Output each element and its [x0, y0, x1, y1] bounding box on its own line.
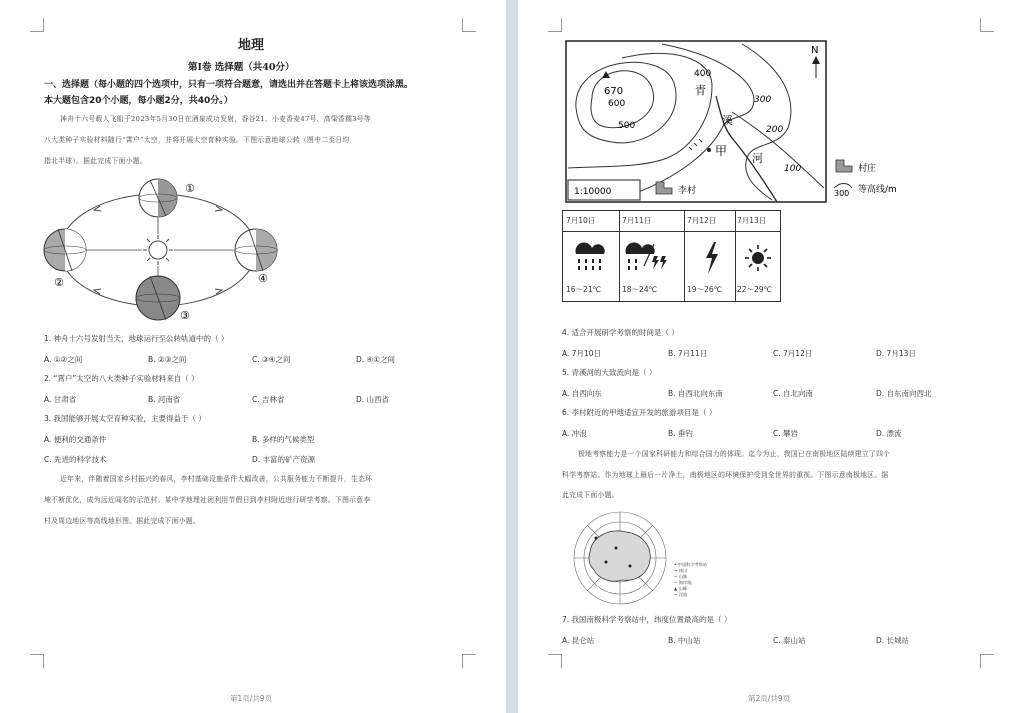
page-footer: 第1页/共9页: [230, 694, 273, 703]
question-5-option-d[interactable]: D. 自东南向西北: [876, 389, 932, 398]
legend-village-icon: [836, 160, 852, 172]
passage-line: 极地考察能力是一个国家科研能力和综合国力的体现。迄今为止，我国已在南极地区陆续建立了四个: [578, 450, 891, 458]
question-4-option-d[interactable]: D. 7月13日: [876, 349, 916, 358]
antarctica-legend-item: ~ 山脉: [674, 574, 688, 579]
earth-position-1: [139, 179, 177, 217]
question-1-option-b[interactable]: B. ②③之间: [148, 355, 187, 364]
question-3-option-b[interactable]: B. 多样的气候类型: [252, 435, 315, 444]
river-label-he: 河: [752, 152, 763, 165]
contour-label-400: 400: [694, 69, 712, 79]
intro-paragraph-line: 神舟十六号载人飞船于2023年5月30日在酒泉成功发射，香谷21、小麦香麦47号、高梁香糯3号等: [60, 115, 371, 123]
question-7-option-d[interactable]: D. 长城站: [876, 636, 910, 645]
village-label: 李村: [678, 186, 697, 196]
question-3-stem: 3. 我国能够开展太空育种实验，主要得益于（ ）: [44, 414, 206, 423]
scale-label: 1:10000: [574, 187, 612, 197]
question-4-option-b[interactable]: B. 7月11日: [668, 349, 708, 358]
weather-date-4: 7月13日: [737, 216, 767, 225]
crop-mark: [980, 654, 994, 668]
weather-temp-2: 18～24℃: [622, 285, 658, 294]
earth-position-2: [44, 229, 86, 271]
section-heading-line-1: 一、选择题（每小题的四个选项中，只有一项符合题意，请选出并在答题卡上将该选项涂黑。: [44, 80, 414, 90]
question-2-option-d[interactable]: D. 山西省: [356, 395, 390, 404]
antarctica-legend-item: → 冰川: [674, 568, 688, 573]
diagram-label-2: ②: [54, 276, 64, 289]
diagram-label-4: ④: [258, 272, 268, 285]
point-label-jia: 甲: [715, 144, 728, 158]
question-7-option-b[interactable]: B. 中山站: [668, 636, 701, 645]
rain-icon: [575, 242, 604, 270]
thunderstorm-icon: [625, 242, 667, 270]
antarctica-legend-item: ▲ 山峰: [674, 586, 687, 591]
earth-position-4: [235, 229, 277, 271]
page-gutter: [506, 0, 518, 713]
section-heading-line-2: 本大题包含20个小题，每小题2分，共40分。）: [44, 96, 233, 106]
legend-contour-icon: [834, 184, 852, 189]
question-3-option-c[interactable]: C. 先进的科学技术: [44, 455, 107, 464]
question-4-stem: 4. 适合开展研学考察的时间是（ ）: [562, 328, 679, 337]
peak-elevation-label: 670: [604, 86, 624, 97]
intro-paragraph-line: 指北半球）。据此完成下面小题。: [44, 157, 148, 165]
question-5-option-b[interactable]: B. 自西北向东南: [668, 389, 723, 398]
question-1-stem: 1. 神舟十六号发射当天，地球运行至公转轨道中的（ ）: [44, 334, 229, 343]
antarctica-map: [570, 508, 740, 608]
crop-mark: [462, 18, 476, 32]
lightning-icon: [706, 242, 718, 274]
weather-temp-1: 16～21℃: [566, 285, 602, 294]
passage-line: 境不断优化，成为远近闻名的示范村。某中学地理社团利用节假日到李村附近进行研学考察。下图示意李: [44, 496, 371, 504]
contour-label-600: 600: [608, 99, 626, 109]
page-title: 地理: [238, 38, 265, 53]
sun-icon: [745, 245, 771, 271]
question-2-option-b[interactable]: B. 河南省: [148, 395, 181, 404]
contour-label-100: 100: [784, 164, 802, 174]
diagram-label-1: ①: [185, 182, 195, 195]
question-6-option-a[interactable]: A. 冲浪: [562, 429, 587, 438]
passage-line: 近年来，伴随着国家乡村振兴的春风，李村基础设施条件大幅改善，公共服务能力不断提升，生态环: [60, 475, 373, 483]
question-3-option-d[interactable]: D. 丰富的矿产资源: [252, 455, 316, 464]
crop-mark: [548, 18, 562, 32]
question-7-option-a[interactable]: A. 昆仑站: [562, 636, 595, 645]
contour-label-300: 300: [754, 95, 772, 105]
contour-label-500: 500: [618, 121, 636, 131]
diagram-label-3: ③: [180, 309, 190, 322]
question-6-option-b[interactable]: B. 垂钓: [668, 429, 693, 438]
point-jia-icon: [707, 148, 711, 152]
question-2-stem: 2. “霄户”太空的八大类种子实验材料来自（ ）: [44, 374, 199, 383]
north-label: N: [811, 45, 819, 56]
part-title: 第Ⅰ卷 选择题（共40分）: [188, 62, 295, 73]
antarctica-legend-item: ~ 海岸线: [674, 580, 692, 585]
antarctica-legend-item: • 中国科学考察站: [674, 562, 708, 567]
legend-village-label: 村庄: [858, 164, 877, 174]
question-5-stem: 5. 青溪河的大致流向是（ ）: [562, 368, 657, 377]
weather-date-1: 7月10日: [566, 216, 596, 225]
crop-mark: [462, 654, 476, 668]
sun-icon: [143, 235, 173, 265]
question-7-stem: 7. 我国南极科学考察站中，纬度位置最高的是（ ）: [562, 615, 732, 624]
question-4-option-a[interactable]: A. 7月10日: [562, 349, 602, 358]
river-label-qing: 青: [695, 84, 706, 97]
contour-map: [562, 38, 897, 204]
crop-mark: [30, 654, 44, 668]
passage-line: 科学考察站。作为地球上最后一片净土，南极地区的环境保护受到全世界的重视。下图示意南极地区。据: [562, 471, 889, 479]
passage-line: 此完成下面小题。: [562, 491, 619, 499]
crop-mark: [548, 654, 562, 668]
question-2-option-a[interactable]: A. 甘肃省: [44, 395, 77, 404]
earth-position-3: [136, 276, 180, 320]
question-6-stem: 6. 李村附近的甲地适宜开发的旅游项目是（ ）: [562, 408, 717, 417]
weather-icons: [562, 238, 781, 278]
question-1-option-c[interactable]: C. ③④之间: [252, 355, 291, 364]
crop-mark: [980, 18, 994, 32]
question-4-option-c[interactable]: C. 7月12日: [773, 349, 813, 358]
weather-date-3: 7月12日: [687, 216, 717, 225]
legend-contour-value: 300: [834, 189, 850, 198]
question-6-option-d[interactable]: D. 漂流: [876, 429, 902, 438]
question-7-option-c[interactable]: C. 泰山站: [773, 636, 806, 645]
contour-label-200: 200: [766, 125, 784, 135]
crop-mark: [30, 18, 44, 32]
passage-line: 村及周边地区等高线地形图。据此完成下面小题。: [44, 517, 201, 525]
question-3-option-a[interactable]: A. 便利的交通条件: [44, 435, 107, 444]
weather-temp-4: 22～29℃: [737, 285, 773, 294]
document-page-1: [0, 0, 506, 713]
question-6-option-c[interactable]: C. 攀岩: [773, 429, 799, 438]
question-5-option-a[interactable]: A. 自西向东: [562, 389, 602, 398]
weather-date-2: 7月11日: [622, 216, 652, 225]
earth-revolution-diagram: [40, 176, 280, 322]
legend-contour-label: 等高线/m: [858, 185, 897, 195]
weather-temp-3: 19～26℃: [687, 285, 723, 294]
document-page-2: [518, 0, 1024, 713]
intro-paragraph-line: 八大类种子实验材料随行“霄户”太空，并将开展太空育种实验。下图示意地球公转（图中二至日均: [44, 136, 350, 144]
question-5-option-c[interactable]: C. 自北向南: [773, 389, 814, 398]
question-1-option-d[interactable]: D. ④①之间: [356, 355, 395, 364]
page-footer: 第2页/共9页: [748, 694, 791, 703]
antarctica-legend-item: ~ 洋流: [674, 592, 688, 597]
question-1-option-a[interactable]: A. ①②之间: [44, 355, 83, 364]
question-2-option-c[interactable]: C. 吉林省: [252, 395, 285, 404]
river-label-xi: 溪: [722, 114, 733, 127]
